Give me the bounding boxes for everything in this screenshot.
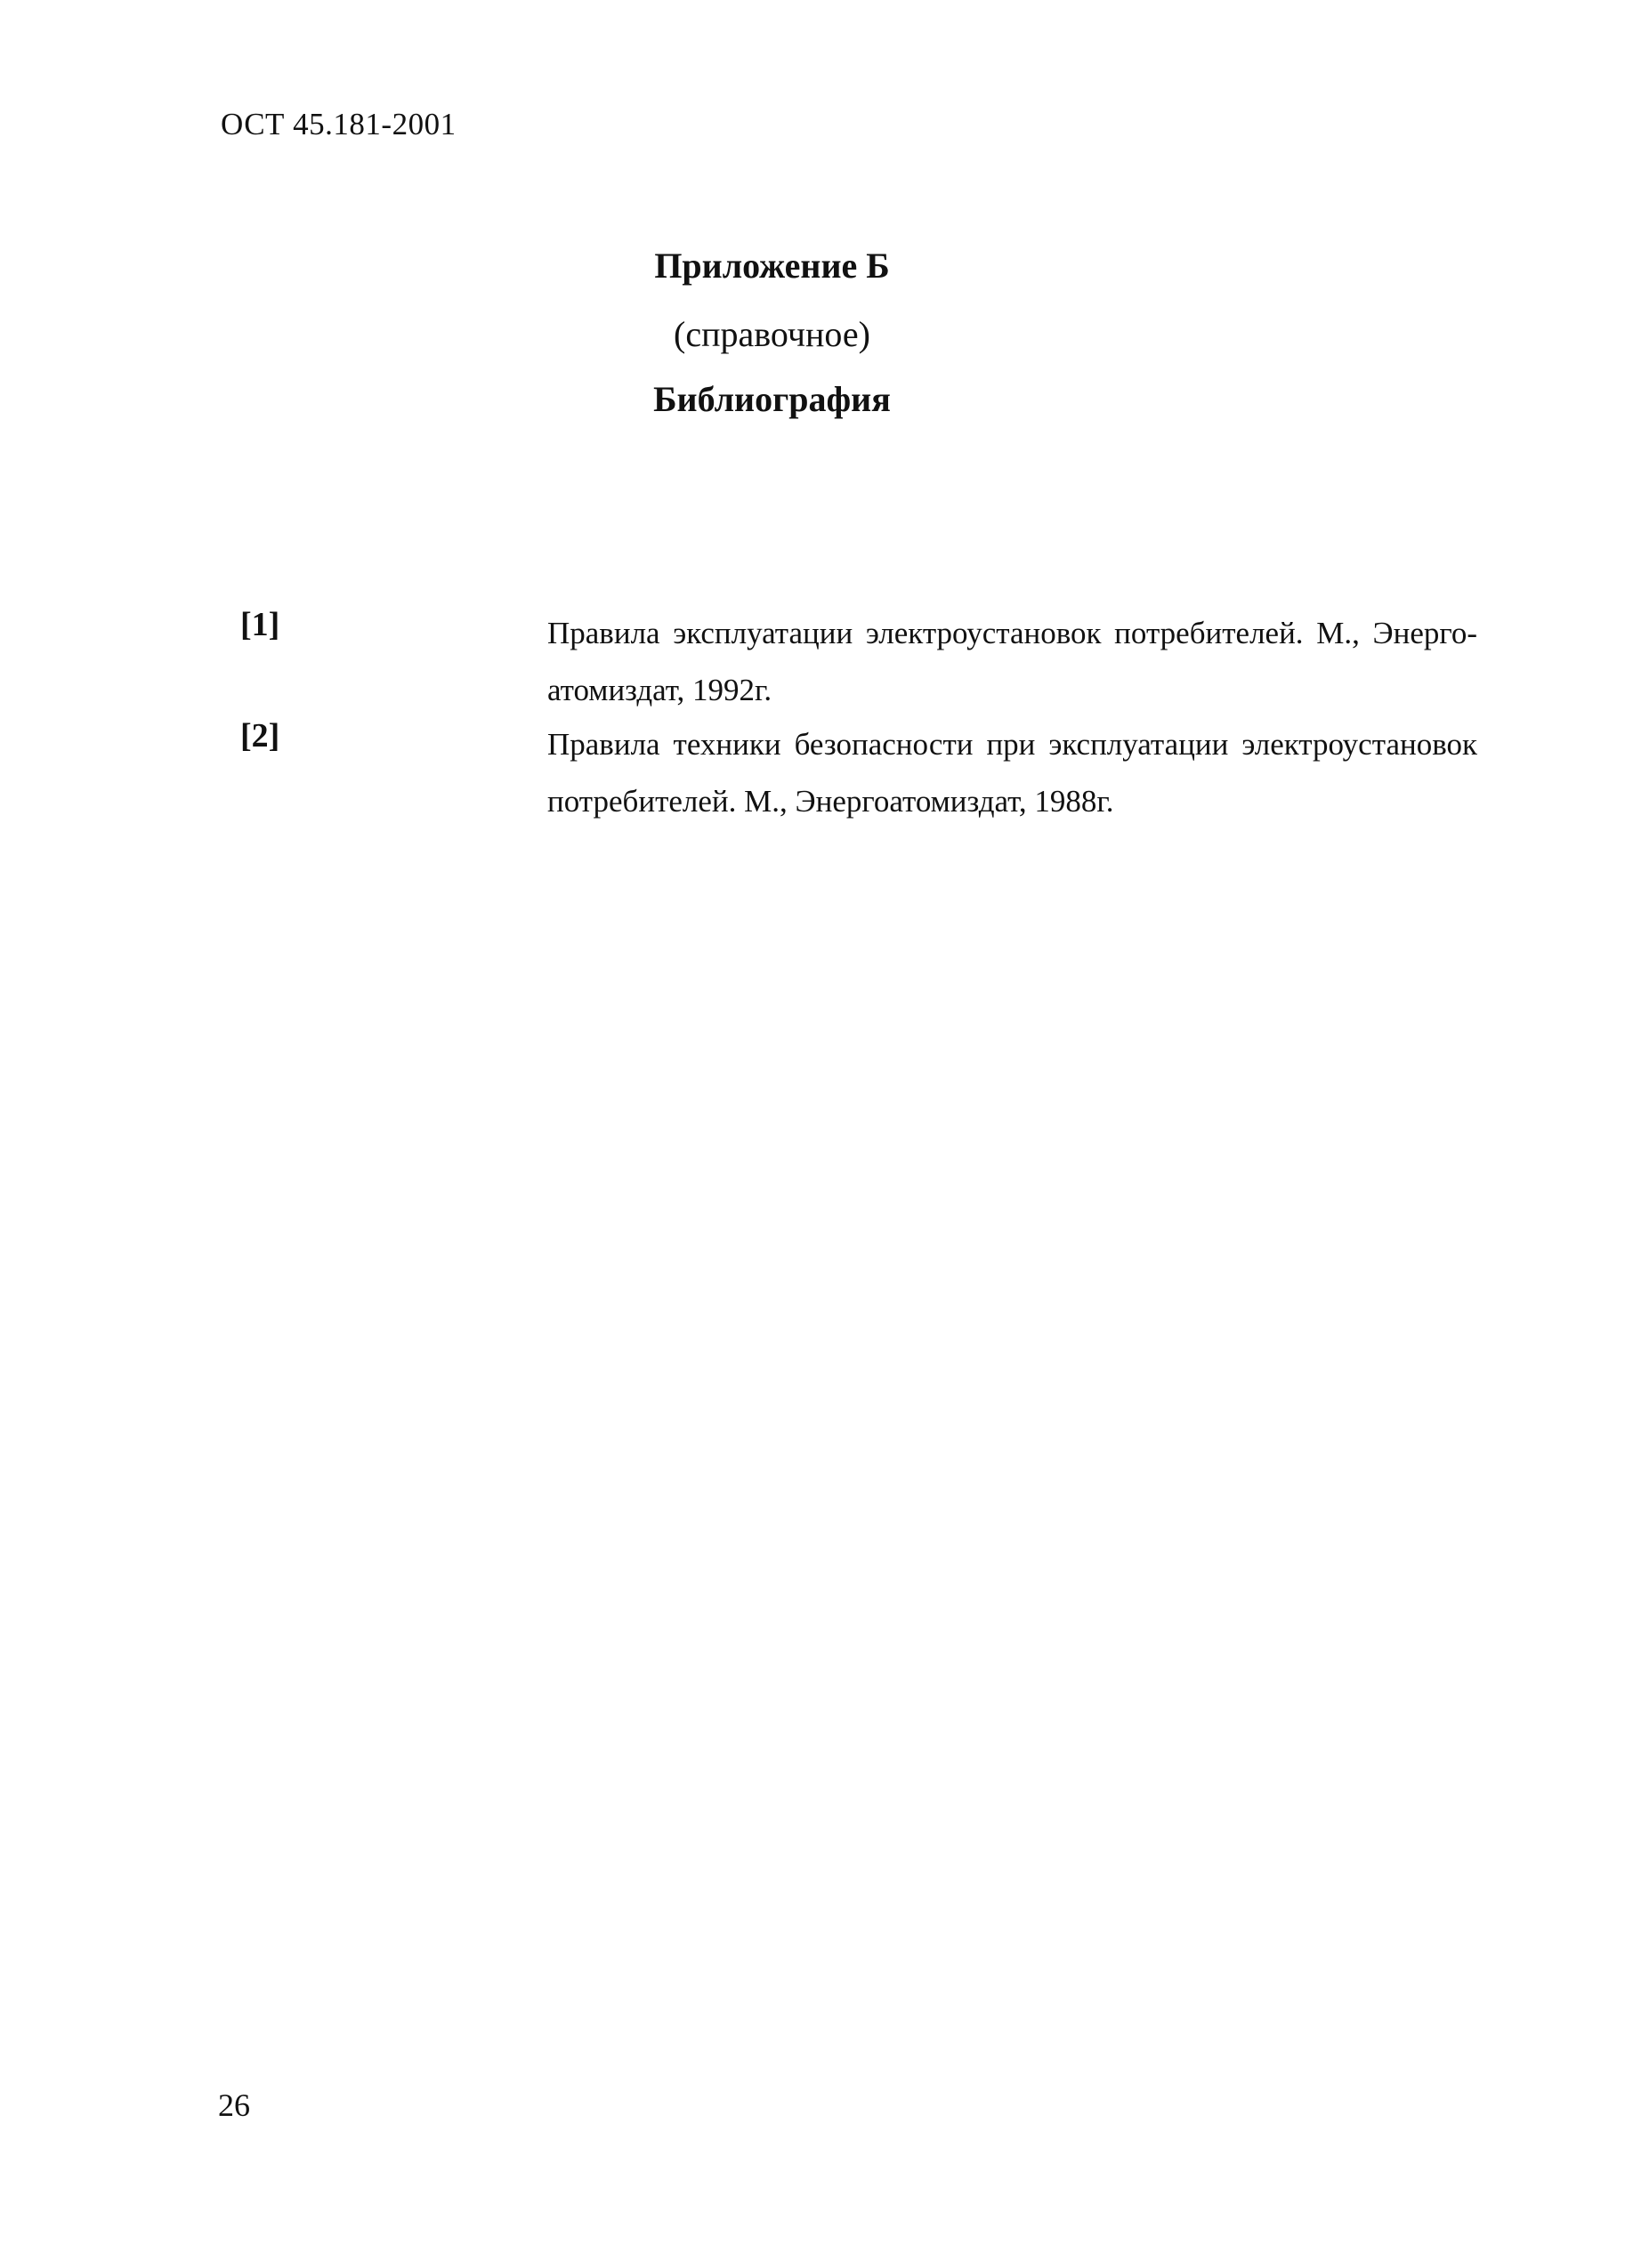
- appendix-title: Приложение Б: [654, 246, 890, 286]
- reference-number: [2]: [240, 717, 280, 755]
- reference-text: Правила эксплуатации электроустановок потребителей. М., Энерго-атомиздат, 1992г.: [547, 616, 1477, 707]
- reference-number: [1]: [240, 606, 280, 643]
- reference-text: Правила техники безопасности при эксплуатации электроустановок потребителей. М., Энергоатомиздат, 1988г.: [547, 727, 1477, 819]
- document-code: ОСТ 45.181-2001: [221, 107, 457, 141]
- appendix-kind: (справочное): [674, 314, 870, 354]
- appendix-subject: Библиография: [653, 379, 891, 419]
- page-number: 26: [218, 2087, 250, 2123]
